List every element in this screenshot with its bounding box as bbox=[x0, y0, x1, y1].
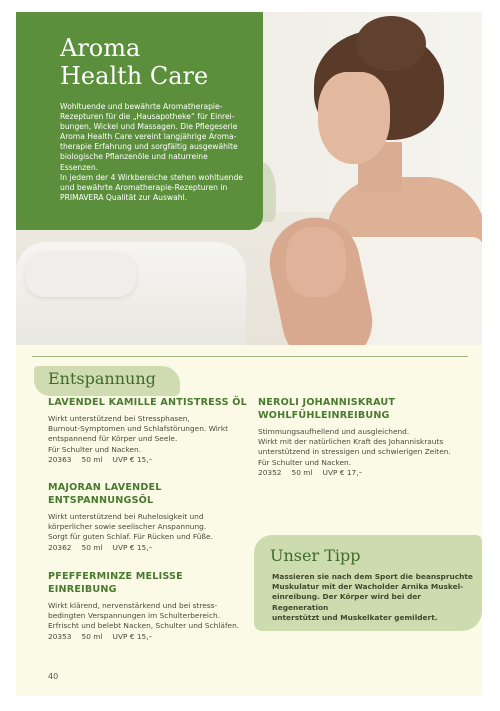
product-neroli-johanniskraut bbox=[258, 396, 480, 478]
tipp-text: Massieren sie nach dem Sport die beanspruchte Muskulatur mit der Wacholder Arnika Muskel- einreibung. Der Körper wird bei der Regeneration unterstützt und Muskelkater gemildert. bbox=[272, 572, 473, 622]
product-size: 50 ml bbox=[291, 467, 313, 477]
product-meta bbox=[48, 543, 253, 553]
product-name: NEROLI JOHANNISKRAUT WOHLFÜHLEINREIBUNG bbox=[258, 397, 396, 421]
product-size: 50 ml bbox=[81, 631, 103, 641]
product-description: Wirkt unterstützend bei Ruhelosigkeit und körperlicher sowie seelischer Anspannung. Sorgt für guten Schlaf. Für Rücken und Füße. bbox=[48, 512, 213, 542]
woman-figure bbox=[256, 12, 482, 345]
product-lavendel-kamille bbox=[48, 396, 253, 465]
product-meta bbox=[48, 455, 253, 465]
intro-text: Wohltuende und bewährte Aromatherapie- Rezepturen für die „Hausapotheke“ für Einrei- bungen, Wickel und Massagen. Die Pflegeserie Aroma Health Care vereint langjährige Aroma- therapie Erfahrung und sorgfältig ausgewählte biologische Pflanzenöle und naturreine Essenzen. In jedem der 4 Wirkbereiche stehen wohltuende und bewährte Aromatherapie-Rezepturen in PRIMAVERA Qualität zur Auswahl. bbox=[60, 102, 243, 202]
product-description: Stimmungsaufhellend und ausgleichend. Wirkt mit der natürlichen Kraft des Johanniskrauts unterstützend in stressigen und schwierigen Zeiten. Für Schulter und Nacken. bbox=[258, 427, 451, 467]
page-title: Aroma Health Care bbox=[60, 34, 209, 90]
product-sku: 20362 bbox=[48, 542, 72, 552]
product-sku: 20353 bbox=[48, 631, 72, 641]
section-title: Entspannung bbox=[48, 369, 156, 388]
intro-panel bbox=[16, 12, 263, 230]
product-sku: 20352 bbox=[258, 467, 282, 477]
product-pfefferminze-melisse bbox=[48, 570, 253, 642]
product-size: 50 ml bbox=[81, 542, 103, 552]
product-price: UVP € 15,– bbox=[112, 542, 153, 552]
product-size: 50 ml bbox=[81, 454, 103, 464]
catalog-page bbox=[16, 12, 482, 696]
pillow bbox=[26, 252, 136, 297]
product-price: UVP € 17,– bbox=[322, 467, 363, 477]
product-name: MAJORAN LAVENDEL ENTSPANNUNGSÖL bbox=[48, 482, 162, 506]
hand bbox=[286, 227, 346, 297]
product-meta bbox=[48, 632, 253, 642]
product-description: Wirkt klärend, nervenstärkend und bei stress- bedingten Verspannungen im Schulterbereich. Erfrischt und belebt Nacken, Schulter und Schläfen. bbox=[48, 601, 240, 631]
product-name: LAVENDEL KAMILLE ANTISTRESS ÖL bbox=[48, 397, 247, 408]
product-majoran-lavendel bbox=[48, 481, 253, 553]
page-number: 40 bbox=[48, 672, 59, 681]
product-meta bbox=[258, 468, 480, 478]
product-price: UVP € 15,– bbox=[112, 631, 153, 641]
product-name: PFEFFERMINZE MELISSE EINREIBUNG bbox=[48, 571, 183, 595]
tipp-title: Unser Tipp bbox=[270, 546, 361, 565]
divider bbox=[32, 356, 468, 357]
product-sku: 20363 bbox=[48, 454, 72, 464]
product-description: Wirkt unterstützend bei Stressphasen, Burnout-Symptomen und Schlafstörungen. Wirkt entspannend für Körper und Seele. Für Schulter und Nacken. bbox=[48, 414, 229, 454]
product-price: UVP € 15,– bbox=[112, 454, 153, 464]
face bbox=[318, 72, 390, 164]
